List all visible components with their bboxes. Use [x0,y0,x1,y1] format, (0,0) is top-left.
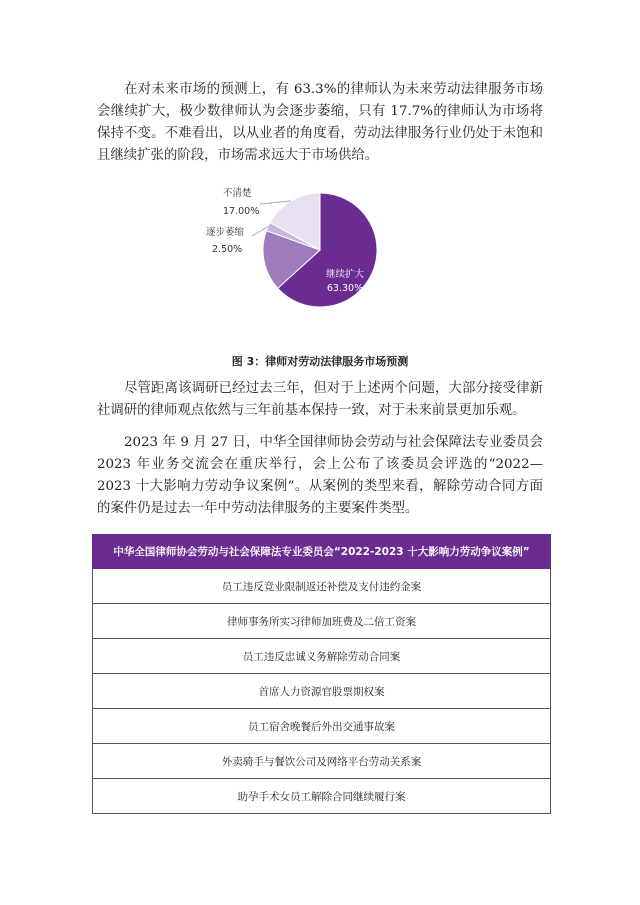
slice-label: 不清楚 [223,188,252,199]
table-row [93,604,551,639]
case-cell: 律师事务所实习律师加班费及二倍工资案 [93,604,551,639]
cases-intro-paragraph: 2023 年 9 月 27 日，中华全国律师协会劳动与社会保障法专业委员会 2023 年业务交流会在重庆举行，会上公布了该委员会评选的“2022—2023 十大影响力劳动争议案例”。从案例的类型来看，解除劳动合同方面的案件仍是过去一年中劳动法律服务的主要案件类型。 [97,435,543,516]
forecast-paragraph: 在对未来市场的预测上，有 63.3%的律师认为未来劳动法律服务市场会继续扩大，极少数律师认为会逐步萎缩，只有 17.7%的律师认为市场将保持不变。不难看出，以从业者的角度看，劳动法律服务行业仍处于未饱和且继续扩张的阶段，市场需求远大于市场供给。 [97,82,543,163]
slice-value-label: 17.00% [223,206,260,217]
cases-table [92,534,551,814]
table-row [93,639,551,674]
figure-caption: 图 3：律师对劳动法律服务市场预测 [231,355,409,368]
table-row [93,779,551,814]
optimism-paragraph: 尽管距离该调研已经过去三年，但对于上述两个问题，大部分接受律新社调研的律师观点依然与三年前基本保持一致，对于未来前景更加乐观。 [97,381,543,418]
slice-value-label: 2.50% [212,244,243,255]
slice-value-label: 63.30% [326,283,364,294]
table-row [93,709,551,744]
case-cell: 外卖骑手与餐饮公司及网络平台劳动关系案 [93,744,551,779]
table-row [93,744,551,779]
case-cell: 员工违反竞业限制返还补偿及支付违约金案 [93,569,551,604]
case-cell: 助孕手术女员工解除合同继续履行案 [93,779,551,814]
slice-label: 继续扩大 [325,269,365,280]
case-cell: 首席人力资源官股票期权案 [93,674,551,709]
pie-chart-svg [180,180,440,340]
market-forecast-pie-chart [180,180,440,340]
table-header-row [93,535,551,569]
table-header: 中华全国律师协会劳动与社会保障法专业委员会“2022-2023 十大影响力劳动争议案例” [93,535,551,569]
case-cell: 员工宿舍晚餐后外出交通事故案 [93,709,551,744]
slice-label: 逐步萎缩 [206,227,245,238]
table-row [93,674,551,709]
case-cell: 员工违反忠诚义务解除劳动合同案 [93,639,551,674]
table-row [93,569,551,604]
